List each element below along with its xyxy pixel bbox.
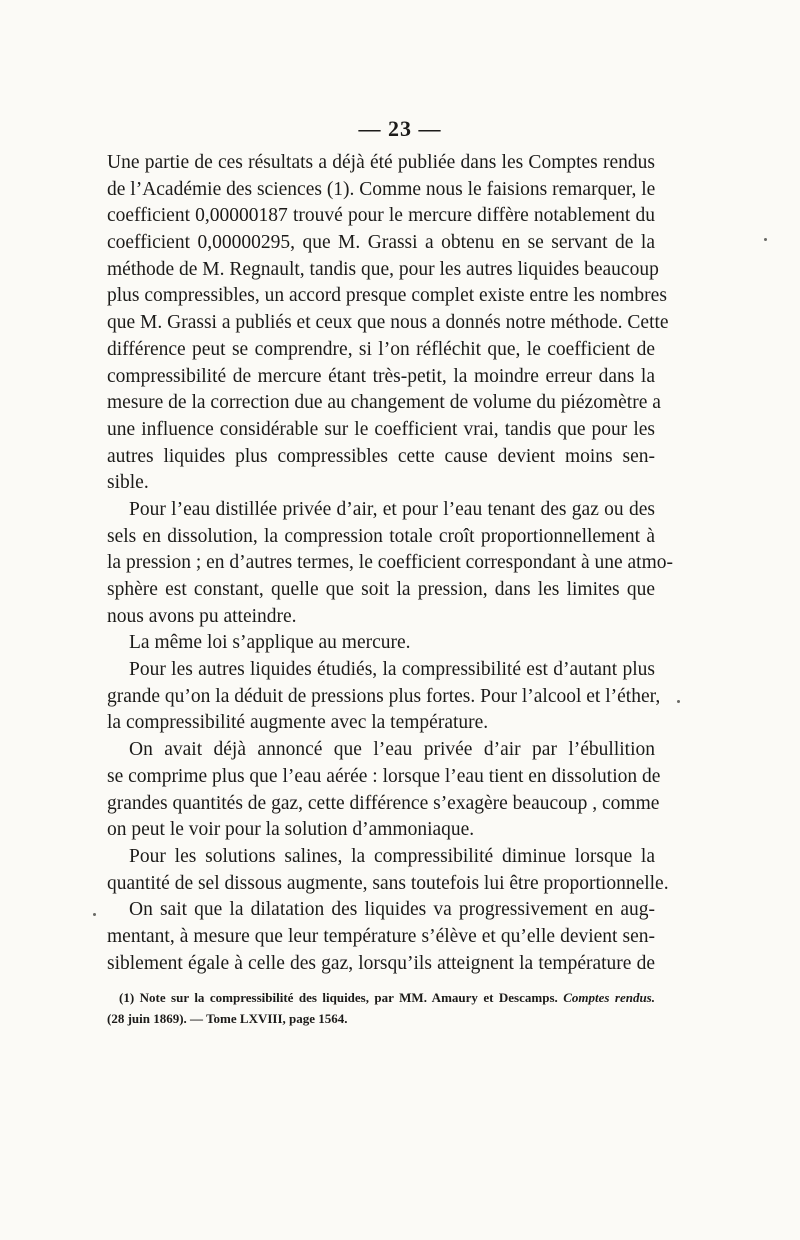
text-line: méthode de M. Regnault, tandis que, pour les autres liquides beaucoup (107, 258, 659, 280)
footnote-italic-ref: Comptes rendus. (563, 990, 655, 1005)
text-line: grandes quantités de gaz, cette différence s’exagère beaucoup , comme (107, 792, 660, 814)
text-line: La même loi s’applique au mercure. (129, 632, 411, 654)
text-line: nous avons pu atteindre. (107, 605, 297, 627)
text-line: de l’Académie des sciences (1). Comme nous le faisions remarquer, le (107, 178, 656, 200)
paper-speck (677, 700, 680, 703)
text-line: la pression ; en d’autres termes, le coefficient correspondant à une atmo- (107, 552, 674, 574)
footnote (107, 987, 655, 1029)
text-line: Une partie de ces résultats a déjà été publiée dans les Comptes rendus (107, 152, 655, 173)
footnote-text: (1) Note sur la compressibilité des liquides, par MM. Amaury et Descamps. (119, 990, 558, 1005)
text-line: coefficient 0,00000295, que M. Grassi a obtenu en se servant de la (107, 232, 655, 254)
footnote-line: (28 juin 1869). — Tome LXVIII, page 1564. (107, 1011, 348, 1026)
text-line: coefficient 0,00000187 trouvé pour le mercure diffère notablement du (107, 205, 655, 227)
page-number: — 23 — (358, 116, 442, 141)
text-line: une influence considérable sur le coefficient vrai, tandis que pour les (107, 418, 655, 440)
footnote-line (107, 987, 655, 1008)
text-line: Pour les solutions salines, la compressibilité diminue lorsque la (129, 845, 655, 867)
text-line: sphère est constant, quelle que soit la pression, dans les limites que (107, 579, 655, 600)
text-line: la compressibilité augmente avec la température. (107, 712, 489, 734)
text-line: grande qu’on la déduit de pressions plus fortes. Pour l’alcool et l’éther, (107, 685, 661, 707)
text-line: se comprime plus que l’eau aérée : lorsque l’eau tient en dissolution de (107, 765, 661, 787)
text-line: sible. (107, 472, 149, 494)
body-text (107, 150, 674, 977)
text-line: plus compressibles, un accord presque complet existe entre les nombres (107, 285, 667, 307)
text-line: On sait que la dilatation des liquides va progressivement en aug- (129, 899, 655, 921)
text-line: compressibilité de mercure étant très-petit, la moindre erreur dans la (107, 365, 655, 387)
text-line: mesure de la correction due au changement de volume du piézomètre a (107, 392, 661, 414)
text-line: quantité de sel dissous augmente, sans toutefois lui être proportionnelle. (107, 872, 669, 894)
text-line: autres liquides plus compressibles cette cause devient moins sen- (107, 445, 655, 467)
text-line: Pour les autres liquides étudiés, la compressibilité est d’autant plus (129, 659, 655, 681)
paper-speck (764, 238, 767, 241)
text-line: on peut le voir pour la solution d’ammoniaque. (107, 819, 475, 841)
text-line: mentant, à mesure que leur température s’élève et qu’elle devient sen- (107, 925, 655, 947)
text-line: siblement égale à celle des gaz, lorsqu’ils atteignent la température de (107, 952, 655, 974)
text-line: sels en dissolution, la compression totale croît proportionnellement à (107, 525, 655, 547)
text-line: différence peut se comprendre, si l’on réfléchit que, le coefficient de (107, 338, 655, 360)
paper-speck (93, 913, 96, 916)
text-line: Pour l’eau distillée privée d’air, et pour l’eau tenant des gaz ou des (129, 498, 655, 520)
text-line: que M. Grassi a publiés et ceux que nous a donnés notre méthode. Cette (107, 312, 669, 334)
text-line: On avait déjà annoncé que l’eau privée d’air par l’ébullition (129, 739, 655, 761)
